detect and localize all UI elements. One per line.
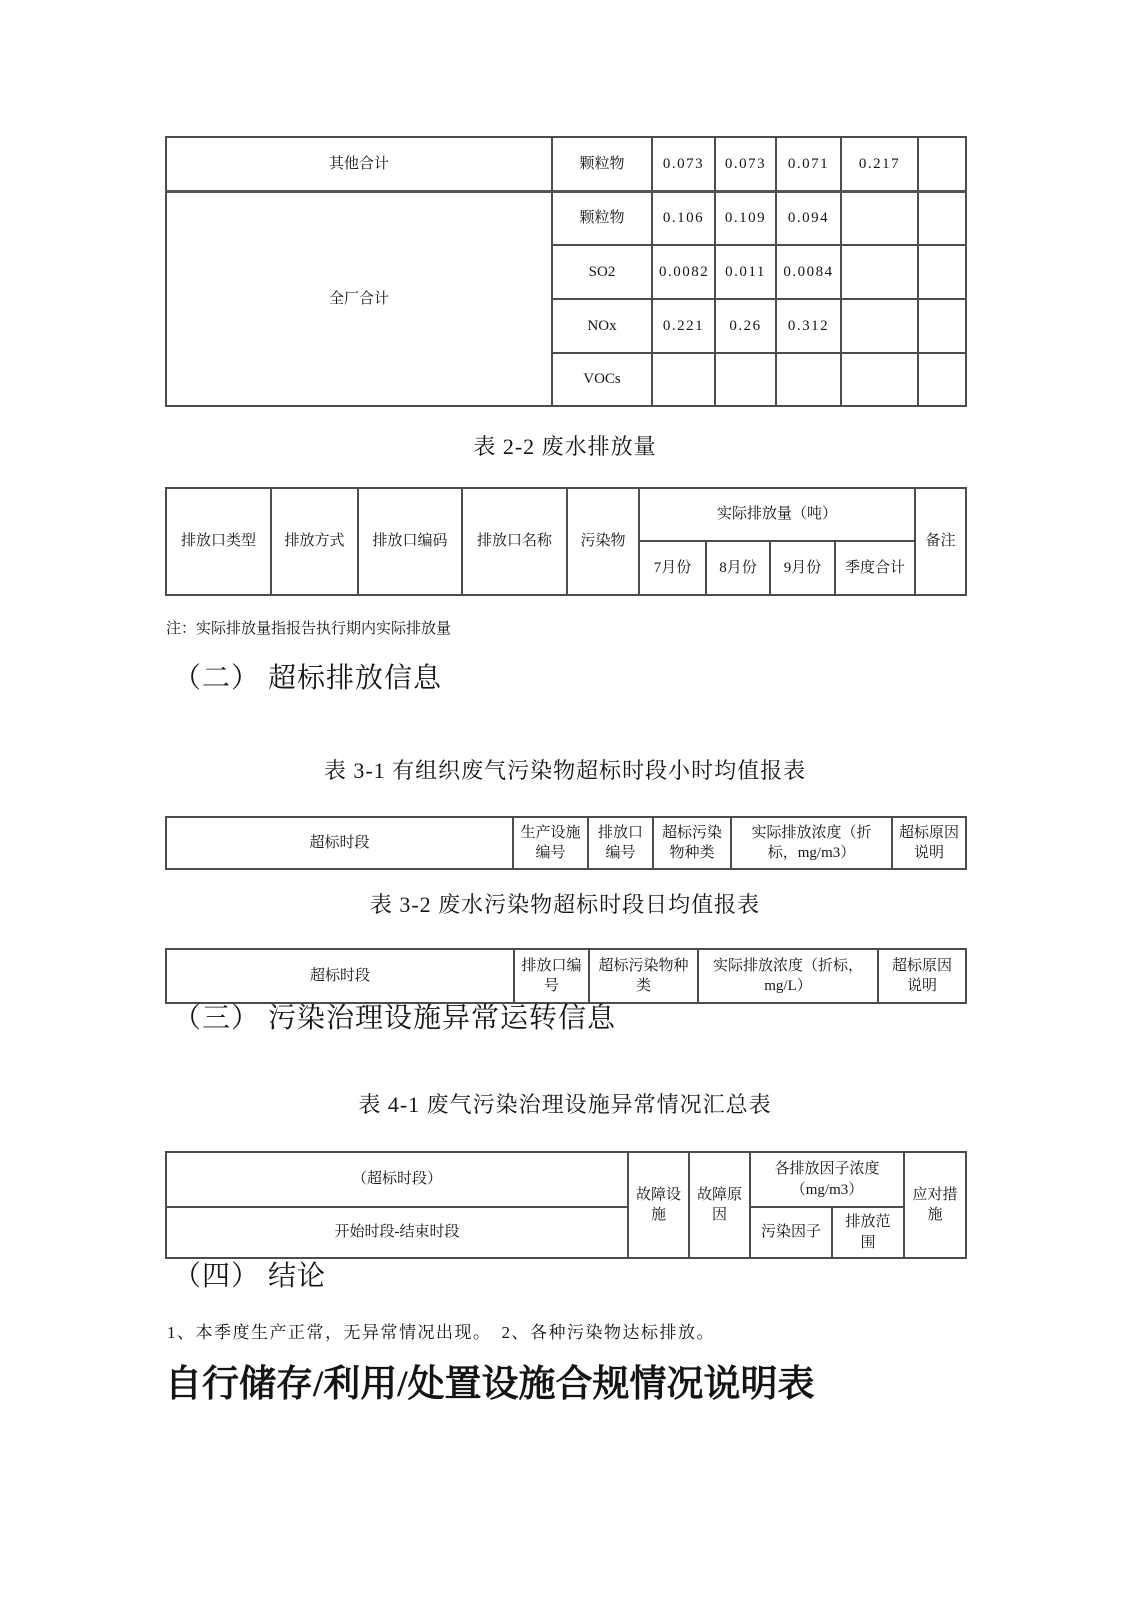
header-actual-emission-group: 实际排放量（吨） (639, 488, 915, 541)
header-pollution-factor: 污染因子 (750, 1207, 832, 1258)
header-concentration (731, 817, 892, 869)
section-heading-exceedance-info: （二） 超标排放信息 (173, 663, 443, 694)
pollutant-cell: 颗粒物 (552, 137, 652, 191)
header-concentration (698, 949, 878, 1003)
section-heading-conclusion: （四） 结论 (173, 1261, 327, 1292)
table-header-row (166, 1207, 966, 1258)
header-remark: 备注 (915, 488, 966, 595)
header-reason: 超标原因说明 (892, 817, 966, 869)
table-header-row (166, 1152, 966, 1207)
pollutant-cell: SO2 (552, 245, 652, 299)
value-quarter (841, 191, 918, 245)
header-pollutant: 污染物 (567, 488, 639, 595)
table-2-2-title: 表 2-2 废水排放量 (473, 434, 657, 459)
header-pollutant-kind: 超标污染物种类 (589, 949, 698, 1003)
header-exceedance-period: 超标时段 (166, 817, 513, 869)
remark-cell (918, 191, 966, 245)
value-aug: 0.073 (715, 137, 776, 191)
pollutant-cell: VOCs (552, 353, 652, 406)
table-note: 注：实际排放量指报告执行期内实际排放量 (166, 621, 452, 637)
value-jul: 0.0082 (652, 245, 715, 299)
table-header-row (166, 488, 966, 541)
row-label-other-total: 其他合计 (166, 137, 552, 191)
treatment-facility-abnormal-table (165, 1151, 967, 1259)
value-sep: 0.094 (776, 191, 841, 245)
header-facility-no: 生产设施编号 (513, 817, 588, 869)
header-emission-range: 排放范围 (832, 1207, 904, 1258)
wastewater-emission-table (165, 487, 967, 596)
remark-cell (918, 137, 966, 191)
value-quarter (841, 245, 918, 299)
value-sep (776, 353, 841, 406)
table-row (166, 191, 966, 245)
header-outlet-code: 排放口编码 (358, 488, 462, 595)
remark-cell (918, 353, 966, 406)
water-exceedance-daily-table (165, 948, 967, 1004)
header-outlet-no: 排放口编号 (514, 949, 589, 1003)
table-row (166, 137, 966, 191)
header-fault-reason: 故障原因 (689, 1152, 750, 1258)
self-storage-disposal-title: 自行储存/利用/处置设施合规情况说明表 (165, 1364, 815, 1405)
table-header-row (166, 817, 966, 869)
header-sep: 9月份 (770, 541, 835, 595)
value-aug: 0.26 (715, 299, 776, 353)
header-concentration-text: 实际排放浓度（折标，mg/m3） (751, 824, 872, 861)
header-response: 应对措施 (904, 1152, 966, 1258)
header-period-top: （超标时段） (166, 1152, 628, 1207)
table-3-2-title: 表 3-2 废水污染物超标时段日均值报表 (369, 892, 761, 917)
value-quarter (841, 299, 918, 353)
header-reason: 超标原因说明 (878, 949, 966, 1003)
value-aug (715, 353, 776, 406)
value-sep: 0.071 (776, 137, 841, 191)
header-pollutant-kind: 超标污染物种类 (653, 817, 731, 869)
value-sep: 0.0084 (776, 245, 841, 299)
gas-exceedance-hourly-table (165, 816, 967, 870)
row-label-plant-total: 全厂合计 (166, 191, 552, 406)
table-4-1-title: 表 4-1 废气污染治理设施异常情况汇总表 (358, 1092, 772, 1117)
value-quarter: 0.217 (841, 137, 918, 191)
pollutant-cell: NOx (552, 299, 652, 353)
header-outlet-type: 排放口类型 (166, 488, 271, 595)
header-factor-group (750, 1152, 904, 1207)
conclusion-text: 1、本季度生产正常，无异常情况出现。 2、各种污染物达标排放。 (167, 1323, 715, 1342)
table-header-row (166, 949, 966, 1003)
header-period-bottom: 开始时段-结束时段 (166, 1207, 628, 1258)
value-jul (652, 353, 715, 406)
remark-cell (918, 245, 966, 299)
header-outlet-no: 排放口编号 (588, 817, 653, 869)
value-quarter (841, 353, 918, 406)
section-heading-treatment-abnormal: （三） 污染治理设施异常运转信息 (173, 1003, 617, 1034)
value-jul: 0.106 (652, 191, 715, 245)
header-outlet-name: 排放口名称 (462, 488, 567, 595)
value-sep: 0.312 (776, 299, 841, 353)
header-exceedance-period: 超标时段 (166, 949, 514, 1003)
value-aug: 0.011 (715, 245, 776, 299)
remark-cell (918, 299, 966, 353)
value-jul: 0.073 (652, 137, 715, 191)
value-aug: 0.109 (715, 191, 776, 245)
air-emission-summary-table (165, 136, 967, 407)
header-concentration-text: 实际排放浓度（折标，mg/L） (712, 957, 863, 994)
table-3-1-title: 表 3-1 有组织废气污染物超标时段小时均值报表 (323, 758, 807, 783)
header-aug: 8月份 (706, 541, 770, 595)
header-discharge-method: 排放方式 (271, 488, 358, 595)
header-fault-facility: 故障设施 (628, 1152, 689, 1258)
header-quarter-total: 季度合计 (835, 541, 915, 595)
header-jul: 7月份 (639, 541, 706, 595)
header-factor-group-text: 各排放因子浓度（mg/m3） (774, 1161, 880, 1198)
value-jul: 0.221 (652, 299, 715, 353)
pollutant-cell: 颗粒物 (552, 191, 652, 245)
